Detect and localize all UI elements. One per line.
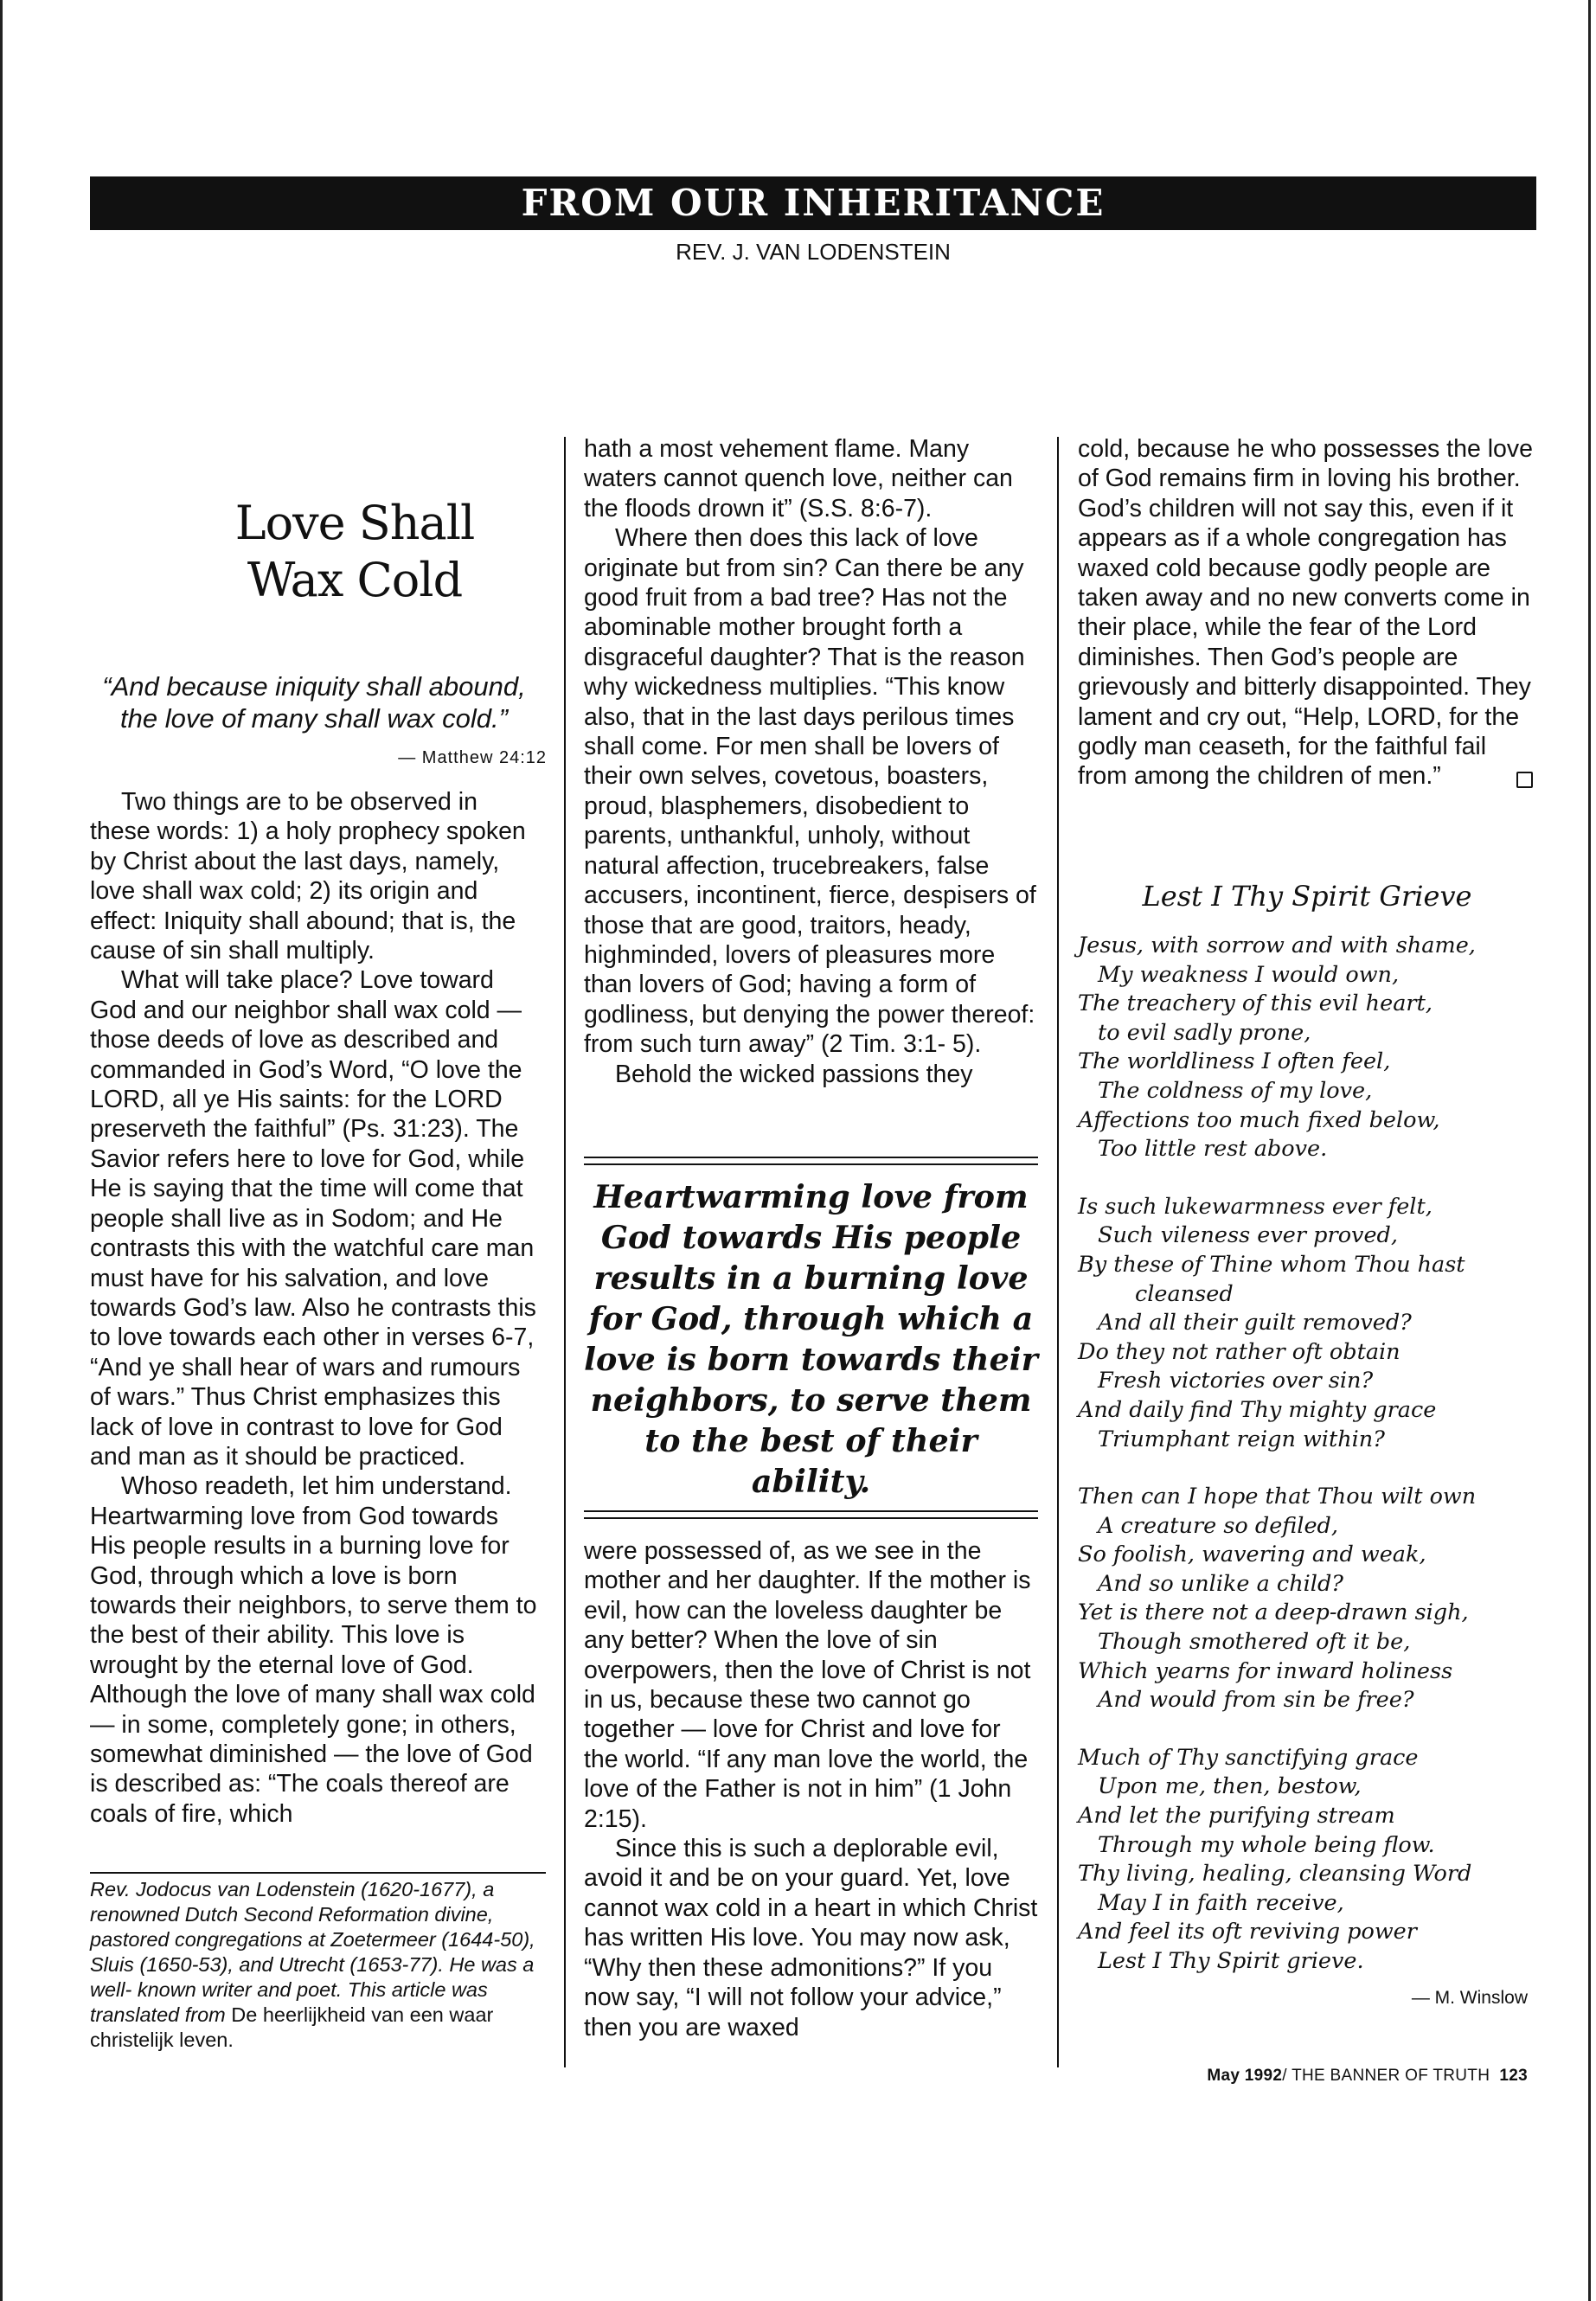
epigraph-reference: — Matthew 24:12 bbox=[398, 748, 547, 767]
poem-stanza bbox=[1078, 1193, 1545, 1454]
body-paragraph: What will take place? Love toward God and our neighbor shall wax cold — those deeds of love as described and commanded in God’s Word, “O love the LORD, all ye His saints: for the LORD preserveth the faithful” (Ps. 31:23). The Savior refers here to love for God, while He is saying that the time will come that people shall live as in Sodom; and He contrasts this with the watchful care man must have for his salvation, and love towards God’s law. Also he contrasts this to love towards each other in verses 6-7, “And ye shall hear of wars and rumours of wars.” Thus Christ emphasizes this lack of love in contrast to love for God and man as it should be practiced. bbox=[90, 966, 536, 1471]
poem-line: My weakness I would own, bbox=[1098, 961, 1400, 988]
poem-line: And all their guilt removed? bbox=[1098, 1310, 1412, 1336]
article-title-line-2: Wax Cold bbox=[247, 553, 463, 607]
epigraph-line-1: “And because iniquity shall abound, bbox=[102, 671, 526, 702]
section-banner bbox=[90, 176, 1536, 230]
poem-line: So foolish, wavering and weak, bbox=[1078, 1541, 1426, 1568]
poem-line: to evil sadly prone, bbox=[1098, 1019, 1311, 1046]
body-paragraph: were possessed of, as we see in the mother and her daughter. If the mother is evil, how can the loveless daughter be any better? When the love of sin overpowers, then the love of Christ is not in us, because these two cannot go together — love for Christ and love for the world. “If any man love the world, the love of the Father is not in him” (1 John 2:15). bbox=[584, 1537, 1031, 1833]
body-paragraph-text: cold, because he who possesses the love of God remains firm in loving his brother. God’s children will not say this, even if it appears as if a whole congregation has waxed cold because godly people are taken away and no new converts come in their place, while the fear of the Lord diminishes. Then God’s people are grievously and bitterly disappointed. They lament and cry out, “Help, LORD, for the godly man ceaseth, for the faithful fail from among the children of men.” bbox=[1078, 435, 1533, 791]
epigraph-line-2: the love of many shall wax cold.” bbox=[120, 703, 508, 734]
footnote-text: Rev. Jodocus van Lodenstein (1620-1677), a renowned Dutch Second Reformation divine, pastored congregations at Zoetermeer (1644-50), Sluis (1650-53), and Utrecht (1653-77). He was a well- known writer and poet. This article was translated from bbox=[90, 1878, 535, 2026]
poem-title: Lest I Thy Spirit Grieve bbox=[1142, 880, 1472, 913]
footer-publication: / THE BANNER OF TRUTH bbox=[1282, 2067, 1490, 2085]
column-divider-1 bbox=[564, 437, 566, 2067]
pullquote-rule-top-2 bbox=[584, 1163, 1038, 1165]
poem-line: The coldness of my love, bbox=[1098, 1077, 1373, 1104]
end-mark-icon bbox=[1516, 772, 1533, 788]
poem-line: Lest I Thy Spirit grieve. bbox=[1098, 1948, 1364, 1974]
poem-line: Fresh victories over sin? bbox=[1098, 1368, 1374, 1394]
poem-line: Upon me, then, bestow, bbox=[1098, 1773, 1362, 1800]
poem-line: The treachery of this evil heart, bbox=[1078, 990, 1433, 1017]
body-paragraph: Whoso readeth, let him understand. Heartwarming love from God towards His people results in a burning love for God, through which a love is born towards their neighbors, to serve them to the best of their ability. This love is wrought by the eternal love of God. Although the love of many shall wax cold — in some, completely gone; in others, somewhat diminished — the love of God is described as: “The coals thereof are coals of fire, which bbox=[90, 1472, 537, 1828]
poem-line: Such vileness ever proved, bbox=[1098, 1222, 1398, 1249]
poem-line: Much of Thy sanctifying grace bbox=[1078, 1744, 1419, 1771]
poem-stanza bbox=[1078, 1744, 1545, 1977]
body-paragraph: Behold the wicked passions they bbox=[615, 1060, 973, 1088]
article-column-2-top bbox=[584, 434, 1038, 1089]
poem bbox=[1078, 932, 1545, 2005]
poem-line: Affections too much fixed below, bbox=[1078, 1106, 1440, 1133]
poem-line: And let the purifying stream bbox=[1078, 1803, 1395, 1830]
article-column-1 bbox=[90, 787, 540, 1829]
footnote-source-title: De heerlijkheid van een waar christelijk leven. bbox=[90, 2003, 494, 2051]
body-paragraph bbox=[1078, 434, 1536, 792]
epigraph bbox=[90, 670, 538, 734]
poem-line: By these of Thine whom Thou hast bbox=[1078, 1251, 1465, 1278]
pullquote-rule-bottom-2 bbox=[584, 1517, 1038, 1519]
poem-line: Then can I hope that Thou wilt own bbox=[1078, 1484, 1477, 1510]
pullquote: Heartwarming love from God towards His people results in a burning love for God, through which a love is born towards their neighbors, to serve them to the best of their ability. bbox=[584, 1178, 1038, 1500]
body-paragraph: hath a most vehement flame. Many waters cannot quench love, neither can the floods drown it” (S.S. 8:6-7). bbox=[584, 435, 1013, 522]
page-edge-right bbox=[1588, 0, 1591, 2301]
poem-line: cleansed bbox=[1135, 1280, 1234, 1307]
poem-author: — M. Winslow bbox=[1411, 1988, 1528, 2008]
poem-line: And feel its oft reviving power bbox=[1078, 1919, 1417, 1945]
poem-stanza bbox=[1078, 1483, 1545, 1715]
poem-line: The worldliness I often feel, bbox=[1078, 1048, 1391, 1075]
author-byline: REV. J. VAN LODENSTEIN bbox=[676, 239, 951, 265]
pullquote-rule-bottom-1 bbox=[584, 1510, 1038, 1512]
author-footnote bbox=[90, 1877, 547, 2053]
poem-line: Is such lukewarmness ever felt, bbox=[1078, 1193, 1433, 1220]
pullquote-rule-top-1 bbox=[584, 1157, 1038, 1158]
page-edge-left bbox=[0, 0, 3, 2301]
section-banner-text: FROM OUR INHERITANCE bbox=[521, 182, 1106, 224]
body-paragraph: Two things are to be observed in these words: 1) a holy prophecy spoken by Christ about the last days, namely, love shall wax cold; 2) its origin and effect: Iniquity shall abound; that is, the cause of sin shall multiply. bbox=[90, 788, 526, 965]
poem-line: Triumphant reign within? bbox=[1098, 1426, 1385, 1452]
page-footer bbox=[1078, 2066, 1528, 2086]
poem-line: May I in faith receive, bbox=[1098, 1889, 1344, 1916]
body-paragraph: Since this is such a deplorable evil, avoid it and be on your guard. Yet, love cannot wax cold in a heart in which Christ has written His love. You may now ask, “Why then these admonitions?” If you now say, “I will not follow your advice,” then you are waxed bbox=[584, 1835, 1038, 2041]
article-title bbox=[138, 495, 571, 609]
poem-line: Jesus, with sorrow and with shame, bbox=[1078, 933, 1476, 958]
poem-line: Which yearns for inward holiness bbox=[1078, 1657, 1453, 1684]
article-column-3 bbox=[1078, 434, 1536, 792]
poem-line: A creature so defiled, bbox=[1098, 1512, 1338, 1539]
footer-date: May 1992 bbox=[1207, 2067, 1283, 2085]
poem-line: Thy living, healing, cleansing Word bbox=[1078, 1861, 1472, 1888]
poem-line: And would from sin be free? bbox=[1098, 1687, 1414, 1714]
poem-stanza bbox=[1078, 932, 1545, 1164]
poem-line: Though smothered oft it be, bbox=[1098, 1629, 1411, 1656]
body-paragraph: Where then does this lack of love originate but from sin? Can there be any good fruit from a bad tree? Has not the abominable mother brought forth a disgraceful daughter? That is the reason why wickedness multiplies. “This know also, that in the last days perilous times shall come. For men shall be lovers of their own selves, covetous, boasters, proud, blasphemers, disobedient to parents, unthankful, unholy, without natural affection, trucebreakers, false accusers, incontinent, fierce, despisers of those that are good, traitors, heady, highminded, lovers of pleasures more than lovers of God; having a form of godliness, but denying the power thereof: from such turn away” (2 Tim. 3:1- 5). bbox=[584, 524, 1036, 1059]
article-title-line-1: Love Shall bbox=[234, 496, 475, 550]
poem-line: And daily find Thy mighty grace bbox=[1078, 1396, 1437, 1423]
poem-line: Through my whole being flow. bbox=[1098, 1831, 1435, 1858]
footer-page-number: 123 bbox=[1499, 2067, 1528, 2085]
poem-line: Yet is there not a deep-drawn sigh, bbox=[1078, 1599, 1469, 1626]
poem-line: Too little rest above. bbox=[1098, 1136, 1328, 1163]
column-divider-2 bbox=[1057, 437, 1059, 2067]
footnote-rule bbox=[90, 1872, 546, 1874]
poem-line: Do they not rather oft obtain bbox=[1078, 1338, 1401, 1365]
poem-line: And so unlike a child? bbox=[1098, 1570, 1343, 1597]
article-column-2-bottom bbox=[584, 1536, 1038, 2042]
